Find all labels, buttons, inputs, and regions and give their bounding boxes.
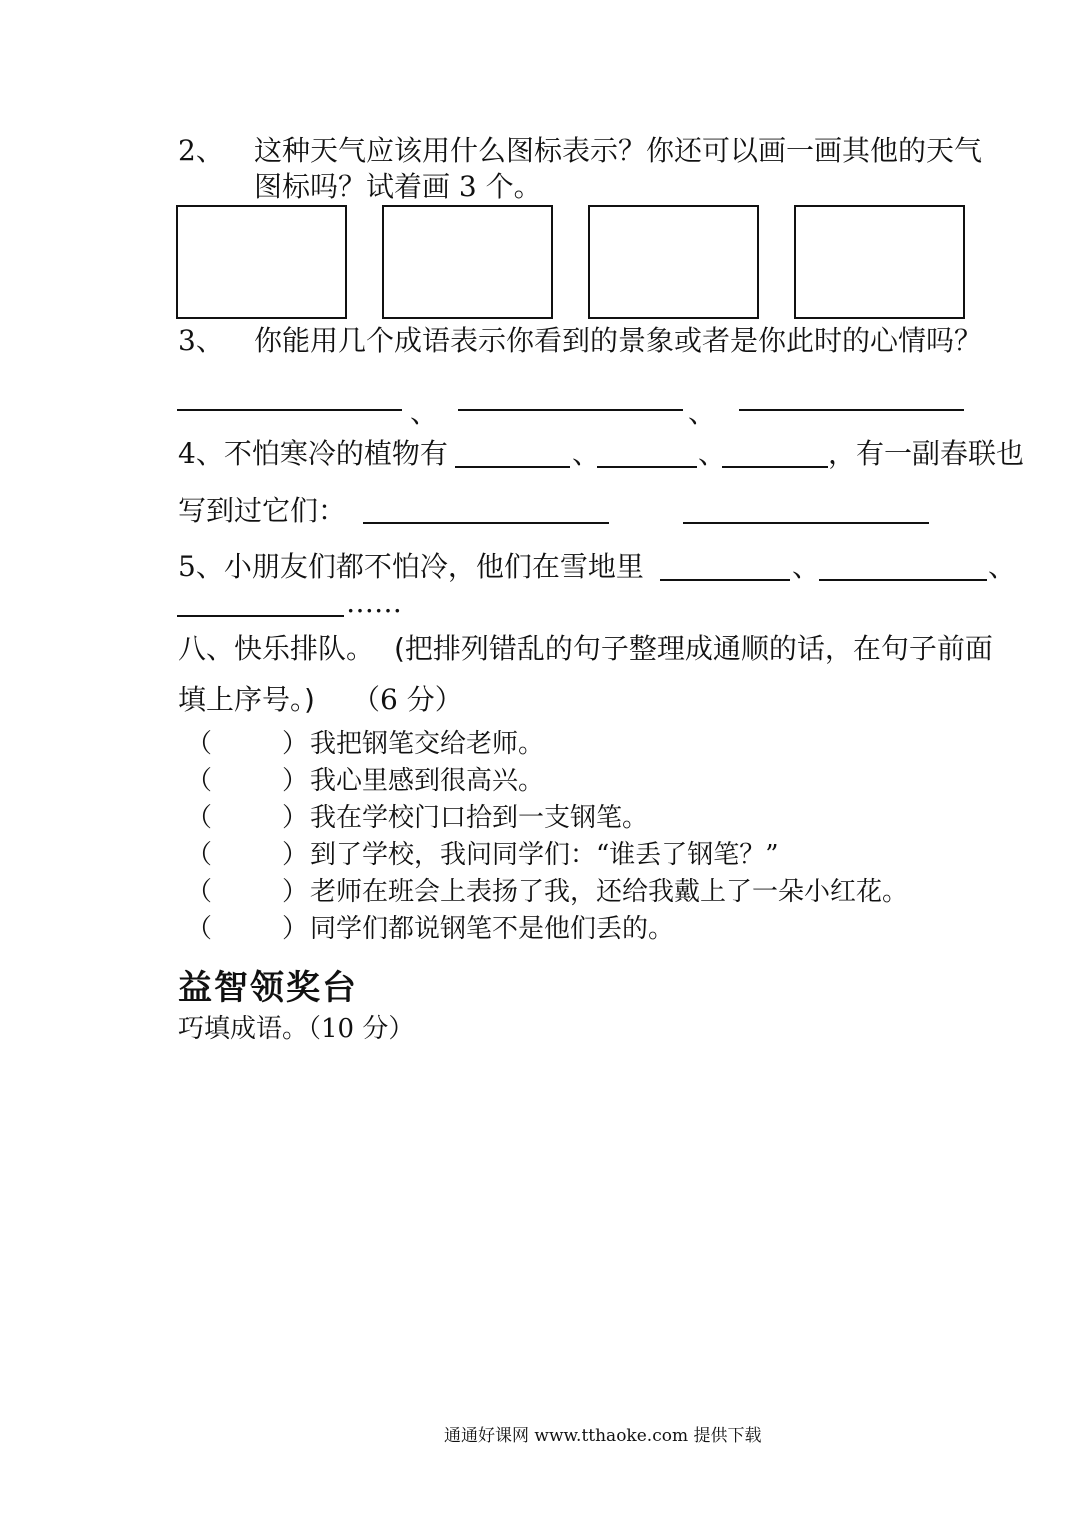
order-item-text: 我在学校门口拾到一支钢笔。 [310,803,649,833]
order-item-open-paren: （ [186,803,213,833]
order-item-close-paren: ） [282,914,309,944]
q3-answer-line-2[interactable] [458,409,683,411]
q4-prefix: 4、不怕寒冷的植物有 [178,437,448,470]
order-item-open-paren: （ [186,729,213,759]
q5-answer-line-3[interactable] [177,615,344,617]
section8-instruction-line1: (把排列错乱的句子整理成通顺的话，在句子前面 [394,632,993,665]
q3-separator-1: 、 [410,396,439,429]
order-item-close-paren: ） [282,840,309,870]
q4-answer-line-3[interactable] [722,466,828,468]
bonus-task: 巧填成语。（10 分） [178,1014,415,1044]
section8-heading: 八、快乐排队。 [178,632,375,665]
drawing-box-4[interactable] [794,205,965,319]
order-item-text: 我心里感到很高兴。 [310,766,545,796]
order-item-open-paren: （ [186,766,213,796]
q4-couplet-line-2[interactable] [683,522,929,524]
q2-text-line2: 图标吗？试着画 3 个。 [254,170,542,203]
q5-separator-1: 、 [792,550,821,583]
q5-ellipsis: …… [346,586,402,619]
order-item-text: 我把钢笔交给老师。 [310,729,545,759]
order-item-text: 到了学校，我问同学们：“谁丢了钢笔？” [310,840,779,870]
q3-number: 3、 [178,324,224,357]
q3-separator-2: 、 [688,396,717,429]
q3-text: 你能用几个成语表示你看到的景象或者是你此时的心情吗？ [254,324,983,357]
drawing-box-1[interactable] [176,205,347,319]
order-item-close-paren: ） [282,877,309,907]
section8-score: （6 分） [352,683,463,716]
q3-answer-line-1[interactable] [177,409,402,411]
q4-suffix: ，有一副春联也 [828,437,1025,470]
q5-prefix: 5、小朋友们都不怕冷，他们在雪地里 [178,550,644,583]
q2-text-line1: 这种天气应该用什么图标表示？你还可以画一画其他的天气 [254,134,983,167]
order-item-open-paren: （ [186,914,213,944]
q5-answer-line-2[interactable] [819,579,987,581]
q5-separator-2: 、 [988,550,1017,583]
section8-instruction-line2: 填上序号。) [178,683,315,716]
order-item-text: 老师在班会上表扬了我，还给我戴上了一朵小红花。 [310,877,909,907]
q4-separator-1: 、 [572,437,601,470]
drawing-box-2[interactable] [382,205,553,319]
q2-number: 2、 [178,134,224,167]
q4-answer-line-2[interactable] [597,466,697,468]
page-footer: 通通好课网 www.tthaoke.com 提供下载 [444,1426,762,1446]
q4-line2: 写到过它们： [178,494,347,527]
order-item-close-paren: ） [282,803,309,833]
order-item-close-paren: ） [282,729,309,759]
order-item-open-paren: （ [186,877,213,907]
q4-answer-line-1[interactable] [455,466,570,468]
order-item-text: 同学们都说钢笔不是他们丢的。 [310,914,675,944]
q5-answer-line-1[interactable] [660,579,790,581]
drawing-box-3[interactable] [588,205,759,319]
q4-separator-2: 、 [698,437,727,470]
order-item-open-paren: （ [186,840,213,870]
bonus-title: 益智领奖台 [178,968,358,1008]
order-item-close-paren: ） [282,766,309,796]
q3-answer-line-3[interactable] [739,409,964,411]
q4-couplet-line-1[interactable] [363,522,609,524]
